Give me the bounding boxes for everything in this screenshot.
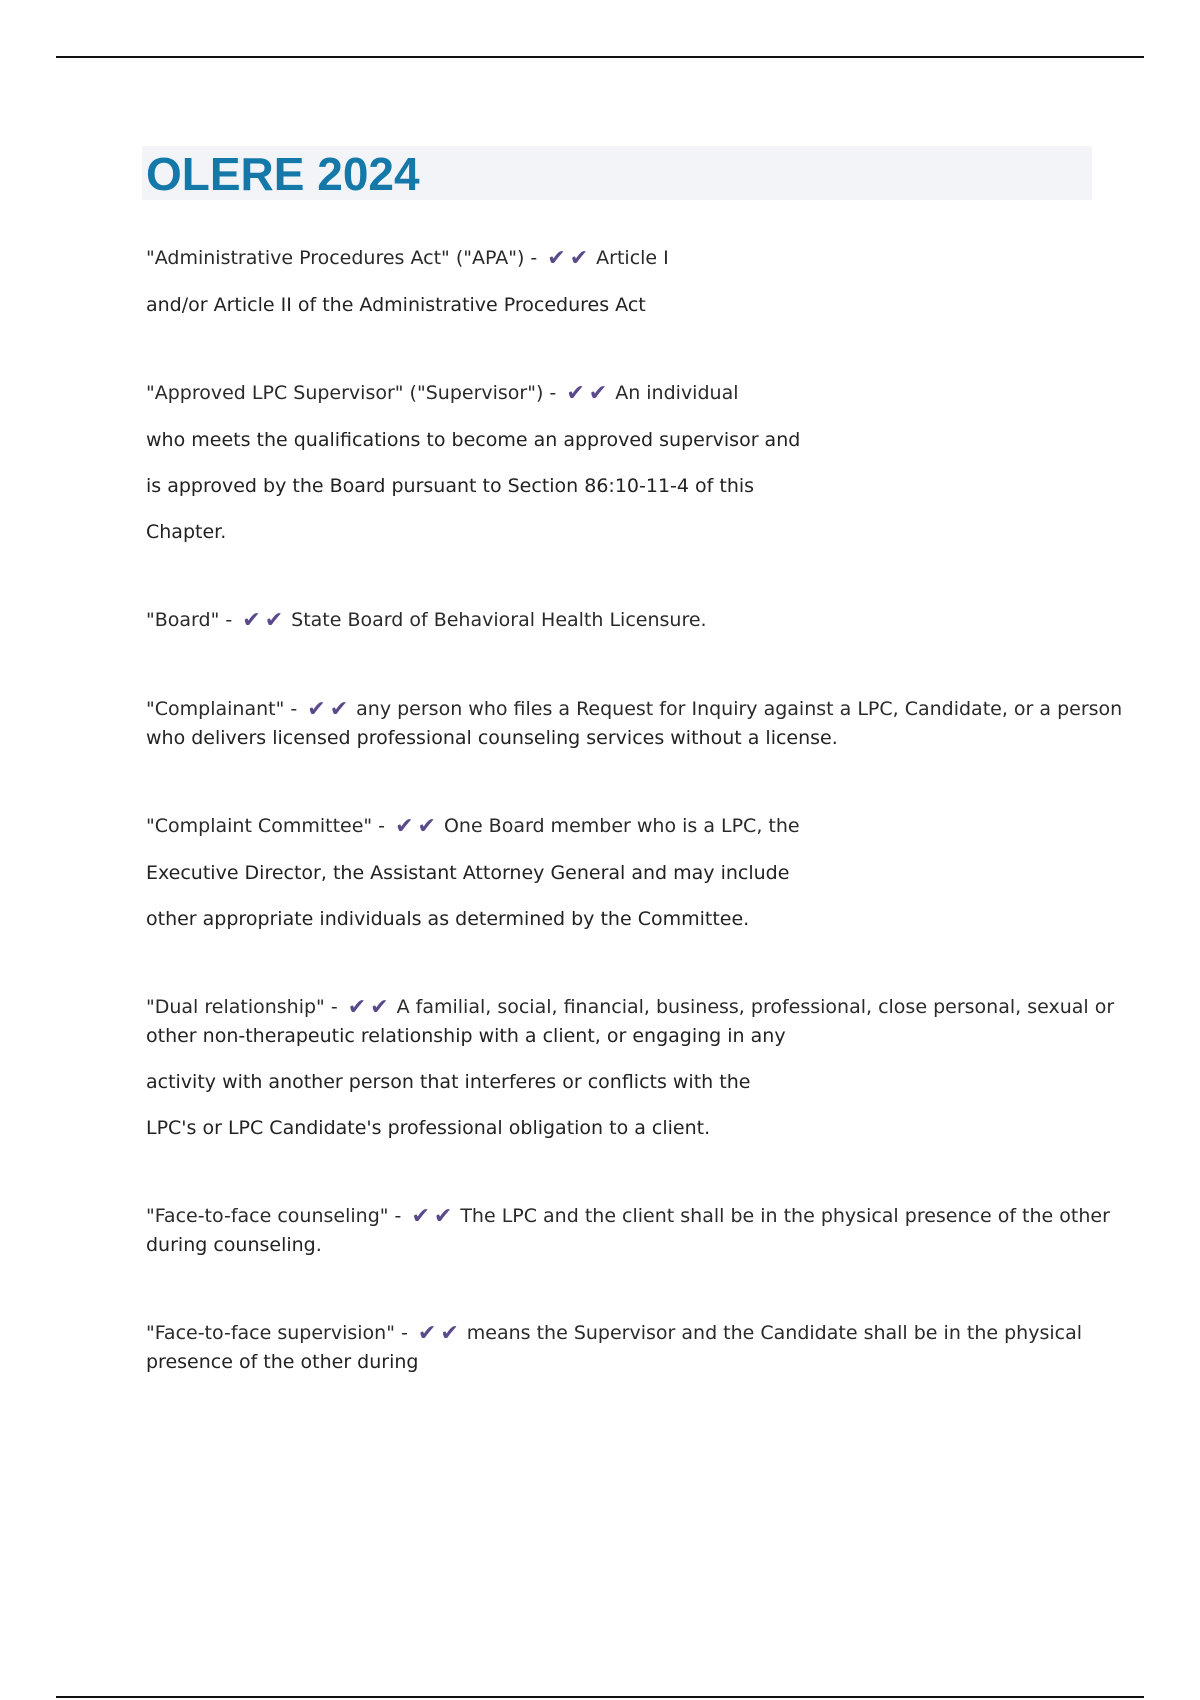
definition-line: LPC's or LPC Candidate's professional obligation to a client. <box>146 1117 711 1139</box>
definition-text: An individual <box>615 382 739 404</box>
double-check-icon: ✔✔ <box>547 246 593 271</box>
definition-term: "Board" <box>146 609 220 631</box>
definition-text: A familial, social, financial, business, professional, close personal, sexual or <box>396 996 1115 1018</box>
double-check-icon: ✔✔ <box>411 1204 457 1229</box>
definition-line: is approved by the Board pursuant to Section 86:10-11-4 of this <box>146 475 755 497</box>
definition-first-line <box>146 1319 1086 1348</box>
definitions-list <box>146 244 1123 1436</box>
definition-term: "Dual relationship" <box>146 996 325 1018</box>
definition-first-line <box>146 812 1086 841</box>
term-separator: - <box>524 247 544 269</box>
definition-line: who delivers licensed professional counseling services without a license. <box>146 727 838 749</box>
definition-text: One Board member who is a LPC, the <box>443 815 800 837</box>
term-separator: - <box>543 382 563 404</box>
definition-line: and/or Article II of the Administrative Procedures Act <box>146 294 646 316</box>
definition-entry-face-to-face-supervision <box>146 1319 1086 1376</box>
definition-line: Chapter. <box>146 521 227 543</box>
term-separator: - <box>219 609 239 631</box>
definition-text: any person who files a Request for Inquiry against a LPC, Candidate, or a person <box>356 698 1123 720</box>
double-check-icon: ✔✔ <box>566 381 612 406</box>
definition-first-line <box>146 606 1086 635</box>
definition-line: during counseling. <box>146 1234 322 1256</box>
definition-line: Executive Director, the Assistant Attorney General and may include <box>146 862 790 884</box>
definition-text: Article I <box>596 247 669 269</box>
definition-first-line <box>146 1202 1110 1231</box>
definition-term: "Face-to-face counseling" <box>146 1205 389 1227</box>
definition-text: State Board of Behavioral Health Licensure. <box>291 609 707 631</box>
term-separator: - <box>394 1322 414 1344</box>
definition-entry-approved-supervisor <box>146 379 1086 546</box>
definition-first-line <box>146 695 1123 724</box>
definition-entry-complainant <box>146 695 1123 752</box>
definition-text: The LPC and the client shall be in the physical presence of the other <box>460 1205 1110 1227</box>
definition-entry-board <box>146 606 1086 635</box>
definition-term: "Complaint Committee" <box>146 815 373 837</box>
definition-first-line <box>146 993 1115 1022</box>
definition-entry-dual-relationship <box>146 993 1115 1142</box>
definition-line: other non-therapeutic relationship with a client, or engaging in any <box>146 1025 786 1047</box>
definition-first-line <box>146 244 1086 273</box>
definition-term: "Face-to-face supervision" <box>146 1322 395 1344</box>
definition-entry-apa <box>146 244 1086 319</box>
double-check-icon: ✔✔ <box>395 814 440 839</box>
term-separator: - <box>372 815 392 837</box>
definition-first-line <box>146 379 1086 408</box>
double-check-icon: ✔✔ <box>347 995 393 1020</box>
double-check-icon: ✔✔ <box>307 697 353 722</box>
definition-line: other appropriate individuals as determined by the Committee. <box>146 908 750 930</box>
definition-line: activity with another person that interferes or conflicts with the <box>146 1071 751 1093</box>
definition-entry-complaint-committee <box>146 812 1086 933</box>
top-rule <box>56 56 1144 58</box>
bottom-rule <box>56 1696 1144 1698</box>
term-separator: - <box>284 698 304 720</box>
term-separator: - <box>324 996 344 1018</box>
definition-text: means the Supervisor and the Candidate shall be in the physical <box>466 1322 1083 1344</box>
definition-term: "Complainant" <box>146 698 285 720</box>
title-band <box>142 146 1092 200</box>
double-check-icon: ✔✔ <box>242 608 288 633</box>
definition-line: presence of the other during <box>146 1351 419 1373</box>
definition-line: who meets the qualifications to become an approved supervisor and <box>146 429 801 451</box>
double-check-icon: ✔✔ <box>417 1321 463 1346</box>
document-title: OLERE 2024 <box>146 148 420 200</box>
term-separator: - <box>388 1205 408 1227</box>
definition-term: "Administrative Procedures Act" ("APA") <box>146 247 525 269</box>
definition-term: "Approved LPC Supervisor" ("Supervisor") <box>146 382 544 404</box>
definition-entry-face-to-face-counseling <box>146 1202 1110 1259</box>
